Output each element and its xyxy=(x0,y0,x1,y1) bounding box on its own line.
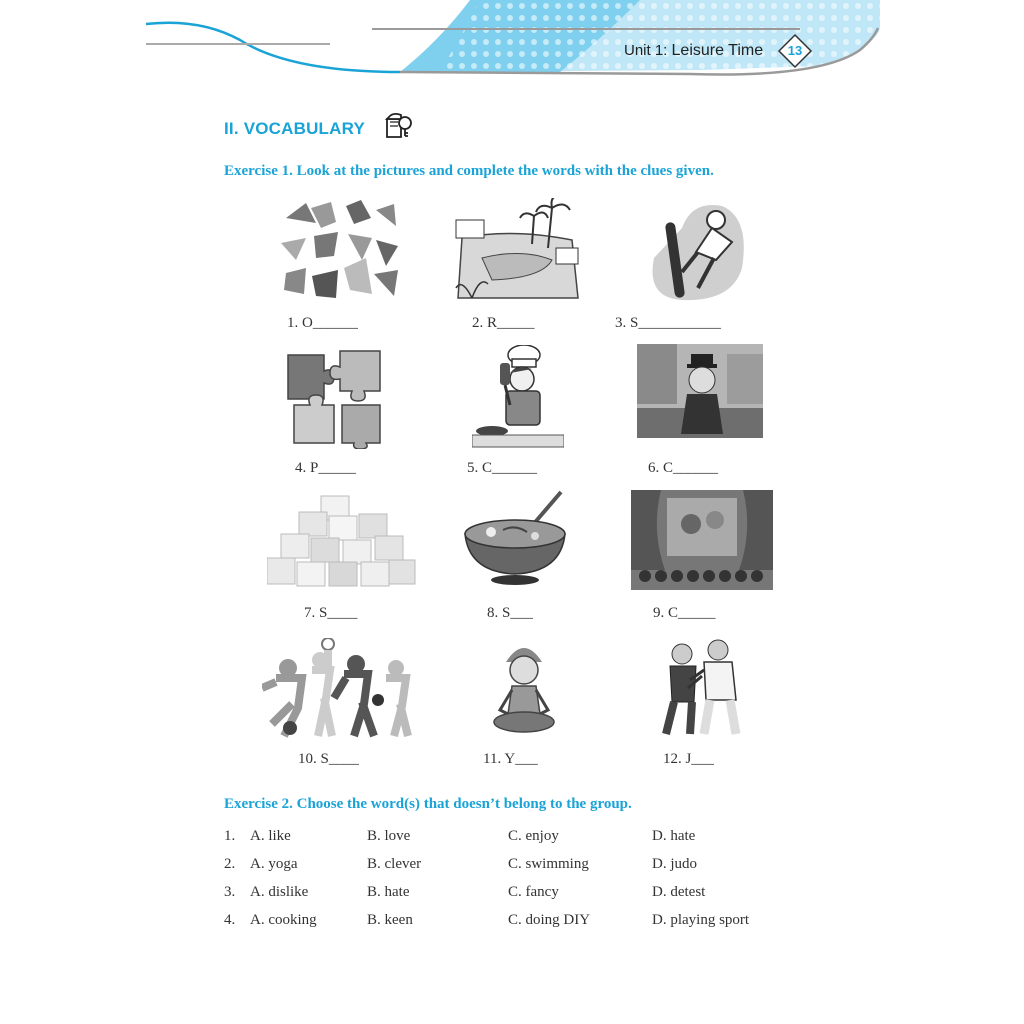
exercise2-option-a: A. like xyxy=(250,828,291,844)
exercise1-caption-7: 7. S____ xyxy=(304,605,358,621)
exercise2-option-d: D. detest xyxy=(652,884,706,900)
exercise1-caption-12: 12. J___ xyxy=(663,751,714,767)
exercise2-row-number: 4. xyxy=(224,912,236,928)
snowboarding-icon xyxy=(642,198,752,304)
header-banner xyxy=(0,0,1024,100)
sugar-cubes-icon xyxy=(267,492,417,588)
exercise2-row-number: 2. xyxy=(224,856,236,872)
exercise2-option-b: B. hate xyxy=(367,884,410,900)
exercise1-caption-6: 6. C______ xyxy=(648,460,719,476)
judo-icon xyxy=(660,636,742,738)
puzzle-icon xyxy=(284,345,388,449)
cartoon-icon xyxy=(637,344,763,438)
resort-icon xyxy=(452,198,584,304)
section-title: II. VOCABULARY xyxy=(224,119,366,138)
exercise2-option-c: C. fancy xyxy=(508,884,559,900)
unit-title: Leisure Time xyxy=(671,42,764,59)
unit-label xyxy=(624,42,763,60)
exercise2-option-c: C. enjoy xyxy=(508,828,559,844)
exercise1-caption-4: 4. P_____ xyxy=(295,460,356,476)
exercise2-option-c: C. swimming xyxy=(508,856,589,872)
exercise1-caption-10: 10. S____ xyxy=(298,751,359,767)
origami-icon xyxy=(276,198,402,302)
exercise2-option-d: D. hate xyxy=(652,828,696,844)
exercise2-title: Exercise 2. Choose the word(s) that doesn’t belong to the group. xyxy=(224,796,632,812)
exercise2-row-number: 1. xyxy=(224,828,236,844)
dictionary-icon xyxy=(383,109,415,141)
exercise1-caption-8: 8. S___ xyxy=(487,605,533,621)
exercise1-title: Exercise 1. Look at the pictures and complete the words with the clues given. xyxy=(224,163,714,179)
exercise2-option-d: D. playing sport xyxy=(652,912,750,928)
exercise1-caption-1: 1. O______ xyxy=(287,315,358,331)
exercise2-option-a: A. yoga xyxy=(250,856,298,872)
exercise1-caption-11: 11. Y___ xyxy=(483,751,538,767)
yoga-icon xyxy=(490,638,558,736)
exercise2-option-a: A. cooking xyxy=(250,912,317,928)
exercise2-option-b: B. love xyxy=(367,828,411,844)
sports-icon xyxy=(262,638,414,738)
exercise2-option-b: B. keen xyxy=(367,912,413,928)
exercise1-caption-5: 5. C______ xyxy=(467,460,538,476)
exercise1-caption-9: 9. C_____ xyxy=(653,605,716,621)
cinema-icon xyxy=(631,490,773,590)
cooking-icon xyxy=(472,345,564,449)
exercise1-caption-2: 2. R_____ xyxy=(472,315,535,331)
exercise2-option-a: A. dislike xyxy=(250,884,309,900)
exercise2-option-b: B. clever xyxy=(367,856,422,872)
page-number: 13 xyxy=(787,43,803,58)
exercise1-caption-3: 3. S___________ xyxy=(615,315,721,331)
soup-icon xyxy=(463,490,567,586)
exercise2-option-d: D. judo xyxy=(652,856,697,872)
exercise2-row-number: 3. xyxy=(224,884,236,900)
exercise2-option-c: C. doing DIY xyxy=(508,912,591,928)
unit-prefix: Unit 1: xyxy=(624,42,668,59)
